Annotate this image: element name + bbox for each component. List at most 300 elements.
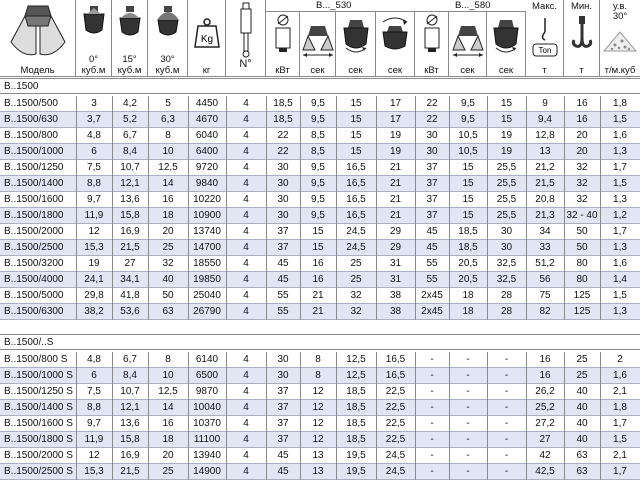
value-cell: 40 xyxy=(162,274,174,285)
model-cell: B..1500/800 xyxy=(4,130,58,141)
column-divider xyxy=(336,96,337,320)
value-cell: 9870 xyxy=(195,386,219,397)
column-divider xyxy=(188,352,189,480)
value-cell: 18 xyxy=(462,290,474,301)
value-cell: 1,5 xyxy=(613,434,627,445)
grab-30-degree-icon xyxy=(152,4,184,40)
value-cell: 26,2 xyxy=(535,386,555,397)
value-cell: 55 xyxy=(426,258,438,269)
value-cell: 45 xyxy=(277,258,289,269)
column-divider xyxy=(487,352,488,480)
value-cell: 63 xyxy=(576,466,588,477)
model-cell: B..1500/1400 S xyxy=(4,402,73,413)
value-cell: 15 xyxy=(462,178,474,189)
value-cell: 22,5 xyxy=(385,418,406,429)
value-cell: 4 xyxy=(243,402,249,413)
value-cell: 22 xyxy=(277,146,289,157)
value-cell: 10 xyxy=(162,370,174,381)
value-cell: 28 xyxy=(500,306,513,317)
value-cell: 21,5 xyxy=(120,242,140,253)
value-cell: 30 xyxy=(277,210,289,221)
column-divider xyxy=(188,96,189,320)
model-cell: B..1500/5000 xyxy=(4,290,64,301)
header-bulk-label: у.в. 30° xyxy=(612,1,628,22)
value-cell: 32,5 xyxy=(496,274,517,285)
value-cell: 18550 xyxy=(193,258,221,269)
value-cell: 12,8 xyxy=(535,130,555,141)
value-cell: 80 xyxy=(576,274,588,285)
value-cell: 16,5 xyxy=(346,162,366,173)
column-divider xyxy=(415,352,416,480)
weight-icon-label: Kg xyxy=(200,34,213,45)
value-cell: 20,5 xyxy=(458,274,478,285)
table-row xyxy=(0,224,640,240)
value-cell: 21,2 xyxy=(535,162,555,173)
value-cell: 6500 xyxy=(195,370,219,381)
column-divider xyxy=(600,352,601,480)
value-cell: 50 xyxy=(162,290,174,301)
value-cell: - xyxy=(466,418,470,429)
value-cell: 19 xyxy=(88,258,100,269)
value-cell: 30 xyxy=(426,146,438,157)
header-capacity-15 xyxy=(112,0,148,76)
value-cell: 25 xyxy=(350,258,362,269)
grab-15-degree-icon xyxy=(114,4,146,40)
value-cell: 6,3 xyxy=(161,114,175,125)
value-cell: 2x45 xyxy=(421,306,443,317)
value-cell: 30 xyxy=(500,226,513,237)
value-cell: - xyxy=(466,450,470,461)
column-divider xyxy=(226,352,227,480)
table-row xyxy=(0,160,640,176)
model-cell: B..1500/630 xyxy=(4,114,58,125)
value-cell: 55 xyxy=(277,306,289,317)
value-cell: 27 xyxy=(124,258,136,269)
header-580-open-unit: сек xyxy=(460,65,475,76)
header-max-unit: т xyxy=(542,65,547,76)
value-cell: 4 xyxy=(243,354,249,365)
value-cell: 3 xyxy=(91,98,97,109)
value-cell: 9,5 xyxy=(311,210,325,221)
value-cell: 28 xyxy=(500,290,513,301)
model-cell: B..1500/2000 xyxy=(4,226,64,237)
column-divider xyxy=(564,352,565,480)
value-cell: 18 xyxy=(162,434,174,445)
value-cell: 10,5 xyxy=(458,146,478,157)
value-cell: 12,5 xyxy=(158,386,178,397)
value-cell: 4 xyxy=(243,306,249,317)
value-cell: 15 xyxy=(350,114,362,125)
table-header xyxy=(0,0,640,76)
value-cell: 20 xyxy=(576,146,588,157)
value-cell: 40 xyxy=(576,402,588,413)
value-cell: 45 xyxy=(277,466,289,477)
value-cell: 14900 xyxy=(193,466,221,477)
value-cell: 16,9 xyxy=(120,226,140,237)
value-cell: 16 xyxy=(312,258,324,269)
rotate-time-icon xyxy=(377,16,413,56)
table-row xyxy=(0,112,640,128)
value-cell: 75 xyxy=(539,290,551,301)
value-cell: 16,5 xyxy=(346,194,366,205)
value-cell: 18,5 xyxy=(346,402,366,413)
value-cell: 29 xyxy=(389,226,402,237)
value-cell: 25,5 xyxy=(496,210,517,221)
hook-icon xyxy=(570,16,594,56)
value-cell: 1,3 xyxy=(613,306,627,317)
value-cell: 10,5 xyxy=(458,130,478,141)
value-cell: - xyxy=(504,434,509,445)
header-530-rotate xyxy=(376,12,415,76)
value-cell: - xyxy=(466,386,470,397)
header-580-close-unit: сек xyxy=(498,65,514,76)
value-cell: 25,5 xyxy=(496,194,517,205)
header-530-close-unit: сек xyxy=(348,65,363,76)
header-weight-unit: кг xyxy=(202,65,211,76)
value-cell: 21 xyxy=(389,194,402,205)
column-divider xyxy=(112,96,113,320)
model-cell: B..1500/2500 S xyxy=(4,466,73,477)
value-cell: 10,7 xyxy=(120,386,140,397)
value-cell: 6 xyxy=(91,370,97,381)
value-cell: 32 xyxy=(576,162,588,173)
value-cell: 17 xyxy=(389,114,402,125)
value-cell: 13 xyxy=(312,466,324,477)
value-cell: 16,5 xyxy=(385,370,406,381)
value-cell: 15 xyxy=(312,226,324,237)
value-cell: 9,5 xyxy=(461,114,475,125)
column-divider xyxy=(526,352,527,480)
value-cell: 8,5 xyxy=(311,130,325,141)
value-cell: 37 xyxy=(426,162,438,173)
value-cell: 13740 xyxy=(193,226,221,237)
table-row xyxy=(0,176,640,192)
value-cell: 6040 xyxy=(195,130,219,141)
weight-icon xyxy=(194,18,220,48)
open-time-icon xyxy=(301,22,335,58)
value-cell: 50 xyxy=(576,242,588,253)
table-row xyxy=(0,192,640,208)
header-530-power xyxy=(266,12,300,76)
value-cell: 21 xyxy=(389,162,402,173)
value-cell: 15,8 xyxy=(120,434,140,445)
section-title: B..1500/..S xyxy=(4,337,54,348)
value-cell: 30 xyxy=(277,194,289,205)
value-cell: 50 xyxy=(576,226,588,237)
value-cell: 45 xyxy=(426,242,438,253)
column-divider xyxy=(300,352,301,480)
value-cell: - xyxy=(430,370,434,381)
column-divider xyxy=(148,96,149,320)
value-cell: - xyxy=(466,354,470,365)
column-divider xyxy=(76,352,77,480)
value-cell: 37 xyxy=(426,210,438,221)
column-divider xyxy=(600,96,601,320)
value-cell: 1,5 xyxy=(613,178,627,189)
value-cell: 1,6 xyxy=(613,130,627,141)
value-cell: 16 xyxy=(576,98,588,109)
value-cell: 37 xyxy=(426,194,438,205)
value-cell: 12 xyxy=(312,418,324,429)
value-cell: 20,8 xyxy=(535,194,555,205)
value-cell: 18 xyxy=(162,210,174,221)
column-divider xyxy=(76,96,77,320)
header-min-unit: т xyxy=(579,65,584,76)
value-cell: 1,8 xyxy=(613,402,627,413)
value-cell: 42,5 xyxy=(535,466,555,477)
value-cell: 1,7 xyxy=(613,226,627,237)
table-row xyxy=(0,448,640,464)
value-cell: 19 xyxy=(500,146,513,157)
value-cell: 21 xyxy=(389,178,402,189)
value-cell: 8 xyxy=(315,370,321,381)
value-cell: 24,5 xyxy=(346,226,366,237)
table-row xyxy=(0,128,640,144)
header-capacity-0 xyxy=(76,0,112,76)
value-cell: 21 xyxy=(312,306,324,317)
header-580-power xyxy=(415,12,449,76)
value-cell: 9,5 xyxy=(311,114,325,125)
value-cell: 3,7 xyxy=(87,114,101,125)
value-cell: 38,2 xyxy=(84,306,104,317)
value-cell: 1,3 xyxy=(613,194,627,205)
value-cell: 15 xyxy=(462,210,474,221)
value-cell: 1,7 xyxy=(613,162,627,173)
model-cell: B..1500/2500 xyxy=(4,242,64,253)
value-cell: 25 xyxy=(576,370,588,381)
value-cell: 30 xyxy=(277,178,289,189)
value-cell: - xyxy=(504,418,509,429)
value-cell: 4,8 xyxy=(87,130,101,141)
value-cell: 21 xyxy=(312,290,324,301)
value-cell: 22,5 xyxy=(385,402,406,413)
header-model-label: Модель xyxy=(20,65,55,76)
value-cell: 6,7 xyxy=(123,130,137,141)
value-cell: 31 xyxy=(389,274,402,285)
value-cell: 16 xyxy=(312,274,324,285)
table-row xyxy=(0,464,640,480)
value-cell: - xyxy=(504,466,509,477)
value-cell: 10220 xyxy=(193,194,221,205)
value-cell: 25,5 xyxy=(496,162,517,173)
value-cell: 32 xyxy=(576,194,588,205)
value-cell: 16 xyxy=(539,370,551,381)
column-divider xyxy=(112,352,113,480)
table-row xyxy=(0,256,640,272)
value-cell: 30 xyxy=(277,370,289,381)
value-cell: - xyxy=(466,466,470,477)
bulk-material-icon xyxy=(603,30,637,52)
value-cell: 24,5 xyxy=(385,450,406,461)
max-load-icon xyxy=(530,18,560,58)
group-580-header xyxy=(415,0,526,12)
value-cell: 25040 xyxy=(193,290,221,301)
value-cell: 11,9 xyxy=(84,434,104,445)
value-cell: 32 xyxy=(350,306,362,317)
value-cell: 18,5 xyxy=(346,434,366,445)
value-cell: 13 xyxy=(539,146,551,157)
value-cell: 4 xyxy=(243,450,249,461)
value-cell: 11100 xyxy=(193,434,221,445)
value-cell: 1,7 xyxy=(613,418,627,429)
value-cell: 19,5 xyxy=(346,450,366,461)
value-cell: 26790 xyxy=(193,306,221,317)
value-cell: - xyxy=(430,386,434,397)
value-cell: 8,4 xyxy=(123,146,137,157)
value-cell: 4 xyxy=(243,258,249,269)
value-cell: 5,2 xyxy=(123,114,137,125)
open-time-icon xyxy=(451,22,485,58)
value-cell: 15 xyxy=(500,98,513,109)
motor-icon xyxy=(272,14,294,54)
value-cell: 1,5 xyxy=(613,114,627,125)
value-cell: 4 xyxy=(243,98,249,109)
column-divider xyxy=(226,96,227,320)
column-divider xyxy=(449,96,450,320)
value-cell: - xyxy=(430,402,434,413)
value-cell: 37 xyxy=(277,434,289,445)
header-capacity-15-unit: 15° куб.м xyxy=(117,54,142,76)
column-divider xyxy=(449,352,450,480)
value-cell: 15 xyxy=(500,114,513,125)
value-cell: 1,5 xyxy=(613,290,627,301)
value-cell: - xyxy=(430,418,434,429)
value-cell: 125 xyxy=(573,290,591,301)
column-divider xyxy=(266,352,267,480)
value-cell: 63 xyxy=(162,306,174,317)
value-cell: 53,6 xyxy=(120,306,140,317)
value-cell: 15 xyxy=(312,242,324,253)
value-cell: 40 xyxy=(576,386,588,397)
column-divider xyxy=(376,96,377,320)
value-cell: 32 - 40 xyxy=(566,210,598,221)
value-cell: 25 xyxy=(576,354,588,365)
value-cell: 15 xyxy=(462,162,474,173)
header-min-load xyxy=(564,0,600,76)
value-cell: 40 xyxy=(576,418,588,429)
model-cell: B..1500/1000 xyxy=(4,146,64,157)
value-cell: 1,2 xyxy=(613,210,627,221)
table-row xyxy=(0,208,640,224)
cylinder-icon xyxy=(238,2,254,58)
value-cell: 45 xyxy=(277,274,289,285)
table-row xyxy=(0,144,640,160)
value-cell: 41,8 xyxy=(120,290,140,301)
value-cell: 9,5 xyxy=(311,98,325,109)
model-cell: B..1500/1250 xyxy=(4,162,64,173)
value-cell: 17 xyxy=(389,98,402,109)
header-580-open xyxy=(449,12,487,76)
value-cell: 15,3 xyxy=(84,466,104,477)
value-cell: 6140 xyxy=(195,354,219,365)
model-cell: B..1500/1800 xyxy=(4,210,64,221)
value-cell: 16 xyxy=(539,354,551,365)
value-cell: 1,8 xyxy=(613,98,627,109)
value-cell: 29,8 xyxy=(84,290,104,301)
header-530-open xyxy=(300,12,336,76)
value-cell: 20 xyxy=(576,130,588,141)
value-cell: 18,5 xyxy=(346,386,366,397)
value-cell: 4450 xyxy=(195,98,219,109)
value-cell: 21,5 xyxy=(120,466,140,477)
table-row xyxy=(0,96,640,112)
value-cell: 10370 xyxy=(193,418,221,429)
section-title: B..1500 xyxy=(4,81,39,92)
value-cell: 32 xyxy=(350,290,362,301)
value-cell: 8,4 xyxy=(123,370,137,381)
value-cell: 4 xyxy=(243,194,249,205)
header-capacity-30 xyxy=(148,0,188,76)
value-cell: - xyxy=(504,450,509,461)
column-divider xyxy=(415,96,416,320)
value-cell: 19 xyxy=(389,146,402,157)
value-cell: 63 xyxy=(576,450,588,461)
value-cell: 8 xyxy=(165,354,171,365)
header-580-close xyxy=(487,12,526,76)
value-cell: 15,3 xyxy=(84,242,104,253)
column-divider xyxy=(376,352,377,480)
header-530-open-unit: сек xyxy=(310,65,325,76)
section-header-row xyxy=(0,334,640,350)
table-row xyxy=(0,304,640,320)
table-row xyxy=(0,352,640,368)
value-cell: 18,5 xyxy=(458,242,478,253)
value-cell: 14 xyxy=(162,178,174,189)
value-cell: 18,5 xyxy=(346,418,366,429)
value-cell: 10 xyxy=(162,146,174,157)
value-cell: 20 xyxy=(162,450,174,461)
value-cell: 37 xyxy=(277,386,289,397)
value-cell: 15 xyxy=(350,130,362,141)
value-cell: 25,2 xyxy=(535,402,555,413)
header-580-power-unit: кВт xyxy=(424,65,439,76)
value-cell: 15 xyxy=(350,98,362,109)
value-cell: 12,1 xyxy=(120,178,140,189)
value-cell: 45 xyxy=(277,450,289,461)
header-capacity-0-unit: 0° куб.м xyxy=(81,54,106,76)
value-cell: 7,5 xyxy=(87,162,101,173)
value-cell: 12,5 xyxy=(346,370,366,381)
value-cell: 33 xyxy=(539,242,551,253)
value-cell: 1,3 xyxy=(613,242,627,253)
value-cell: 32 xyxy=(162,258,174,269)
value-cell: 6400 xyxy=(195,146,219,157)
value-cell: 16,9 xyxy=(120,450,140,461)
value-cell: 4 xyxy=(243,130,249,141)
value-cell: 5 xyxy=(165,98,171,109)
header-530-close xyxy=(336,12,376,76)
value-cell: 4 xyxy=(243,178,249,189)
value-cell: 22,5 xyxy=(385,434,406,445)
value-cell: 24,5 xyxy=(385,466,406,477)
value-cell: 15,8 xyxy=(120,210,140,221)
value-cell: 13,6 xyxy=(120,194,140,205)
model-cell: B..1500/6300 xyxy=(4,306,64,317)
value-cell: 14700 xyxy=(193,242,221,253)
header-bulk-unit: т/м.куб xyxy=(604,65,636,76)
value-cell: 4,8 xyxy=(87,354,101,365)
value-cell: 30 xyxy=(277,162,289,173)
value-cell: 10040 xyxy=(193,402,221,413)
value-cell: 38 xyxy=(389,290,402,301)
value-cell: 9,5 xyxy=(311,194,325,205)
value-cell: 12 xyxy=(312,402,324,413)
value-cell: 55 xyxy=(426,274,438,285)
value-cell: 4 xyxy=(243,466,249,477)
value-cell: 9,5 xyxy=(311,162,325,173)
header-min-label: Мин. xyxy=(570,1,593,12)
section-header-row xyxy=(0,78,640,94)
